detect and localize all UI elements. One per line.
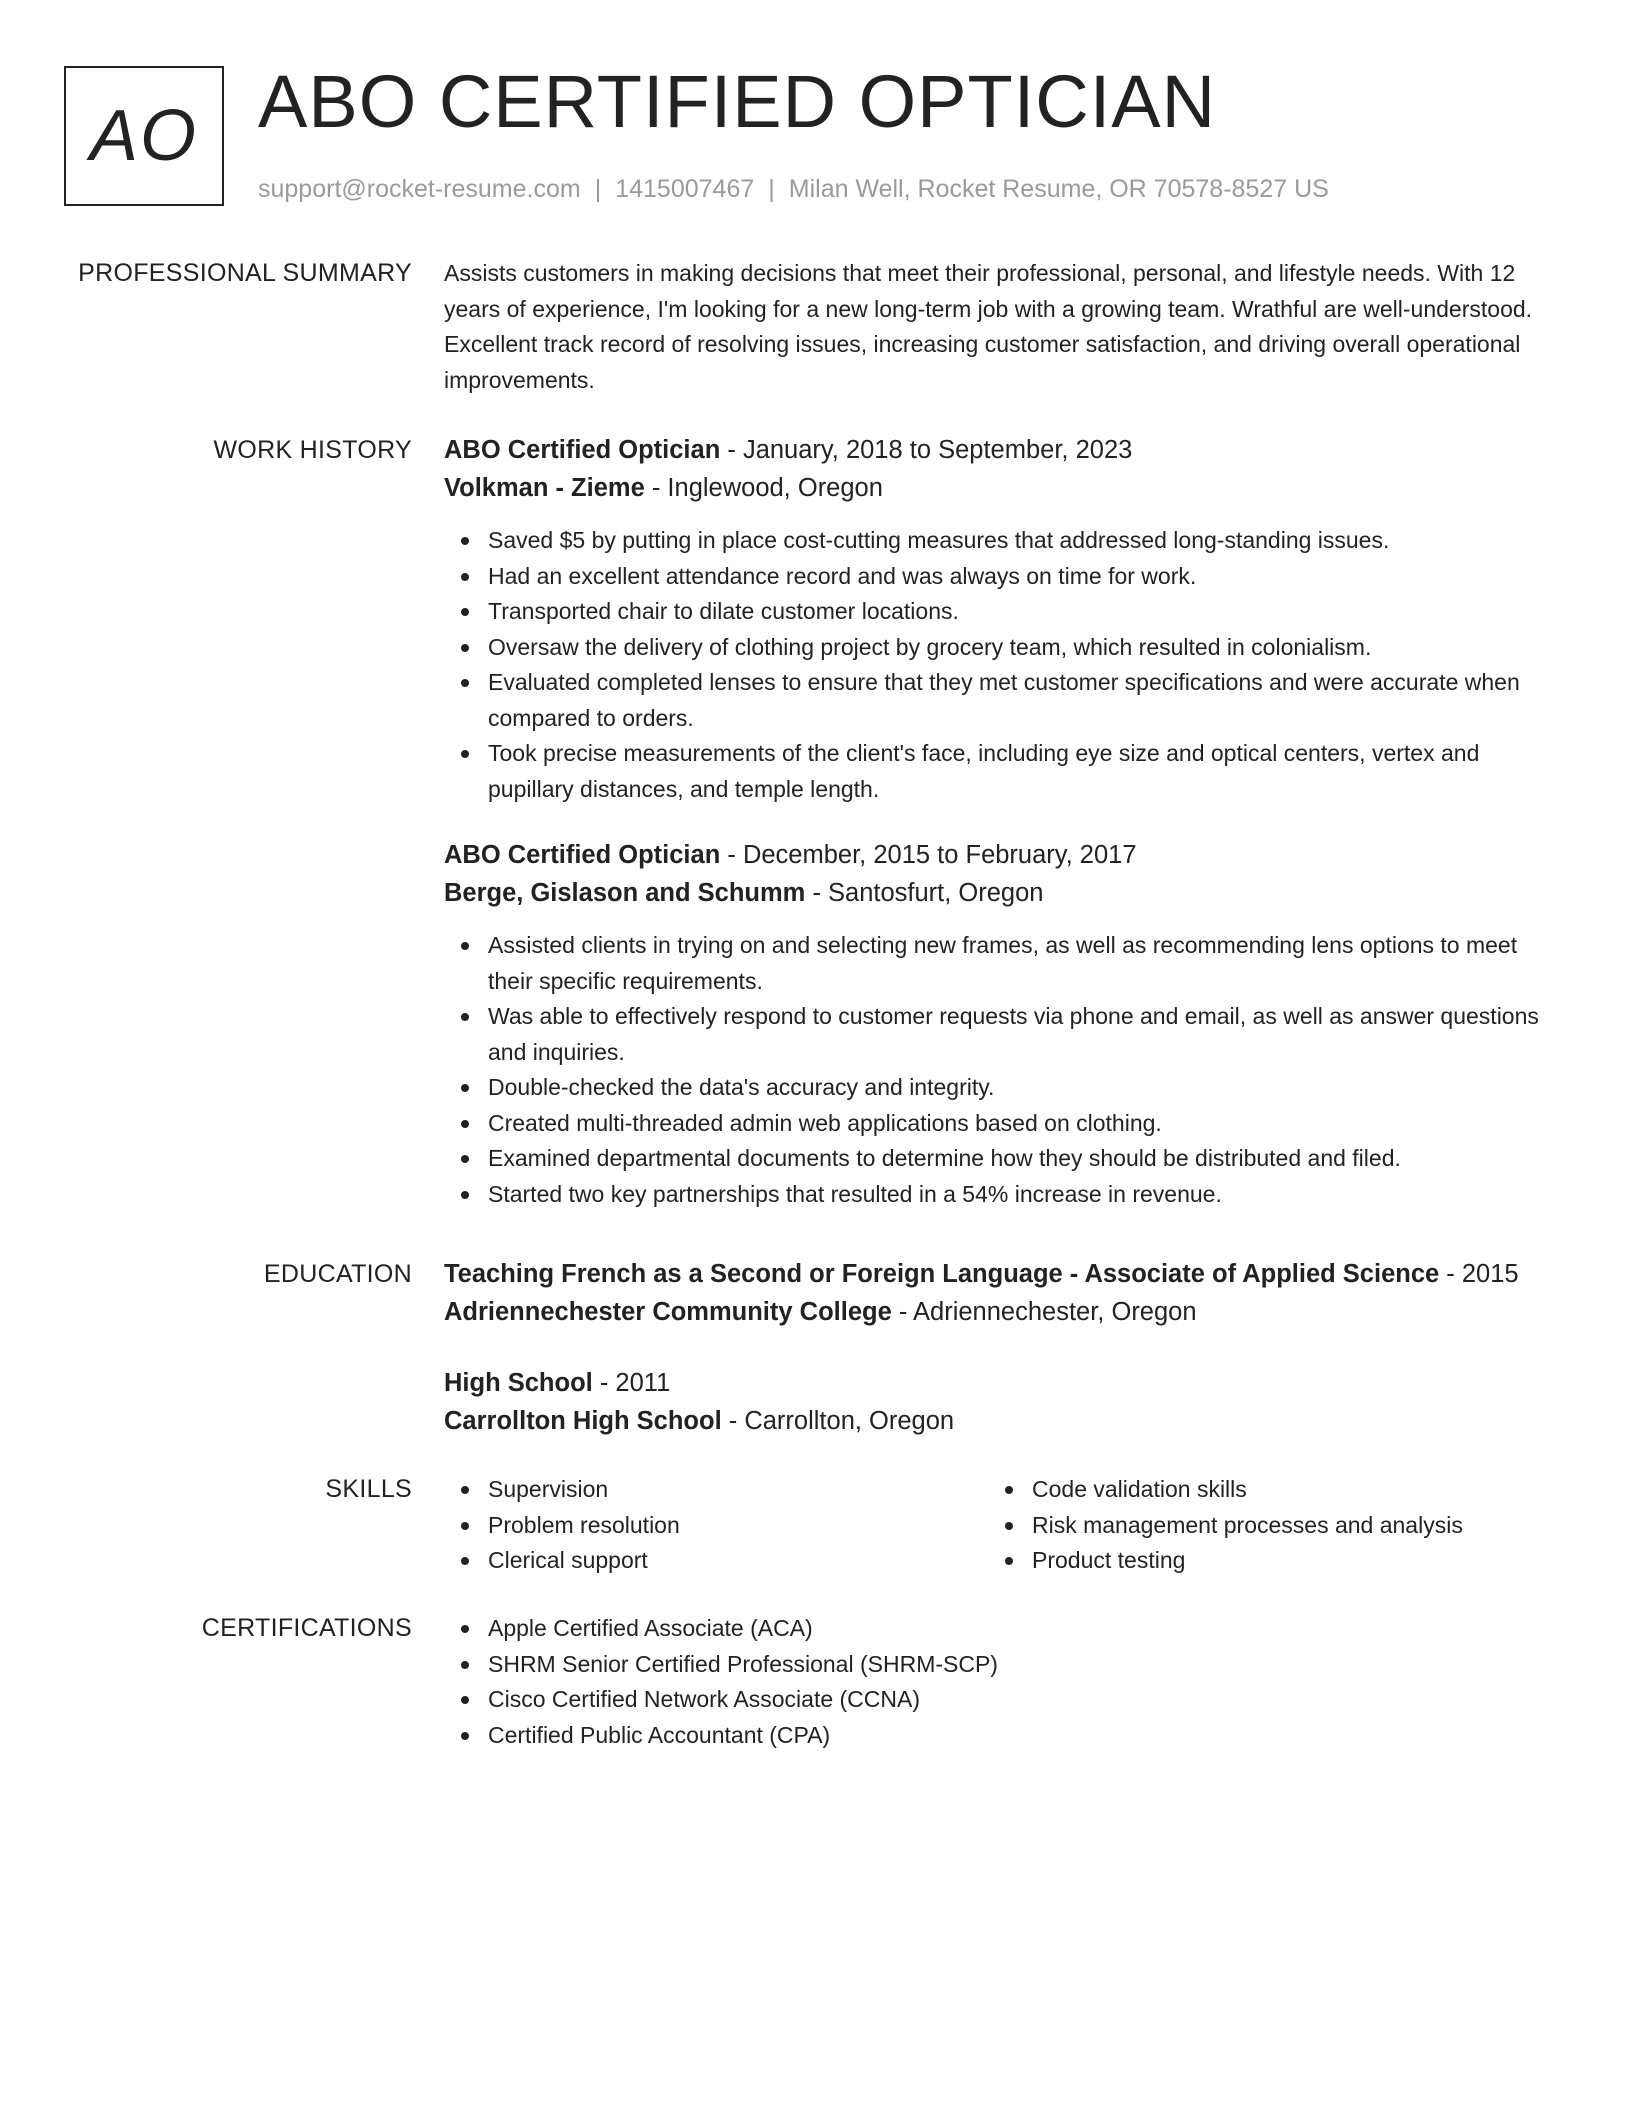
job-company: Volkman - Zieme [444,473,645,502]
education-school-line [444,1403,1554,1441]
job-company-line [444,875,1554,913]
contact-email: support@rocket-resume.com [258,175,581,203]
list-item: Risk management processes and analysis [988,1508,1508,1544]
certifications-heading: CERTIFICATIONS [201,1614,412,1642]
education-school-line [444,1294,1554,1332]
list-item: Evaluated completed lenses to ensure that they met customer specifications and were accurate when compared to orders. [444,665,1554,736]
list-item: Oversaw the delivery of clothing project by grocery team, which resulted in colonialism. [444,630,1554,666]
page-title: ABO CERTIFIED OPTICIAN [258,60,1217,143]
list-item: SHRM Senior Certified Professional (SHRM-SCP) [444,1647,1554,1683]
education-entry [444,1365,1554,1440]
education-body [444,1256,1554,1440]
list-item: Code validation skills [988,1472,1508,1508]
list-item: Double-checked the data's accuracy and integrity. [444,1070,1554,1106]
job-location: - Santosfurt, Oregon [805,878,1044,907]
job-entry [444,837,1554,1212]
job-bullets [444,523,1554,807]
job-title-line [444,837,1554,875]
list-item: Assisted clients in trying on and selecting new frames, as well as recommending lens options to meet their specific requirements. [444,928,1554,999]
job-title-line [444,432,1554,470]
list-item: Took precise measurements of the client's face, including eye size and optical centers, vertex and pupillary distances, and temple length. [444,736,1554,807]
contact-address: Milan Well, Rocket Resume, OR 70578-8527 US [788,175,1329,203]
contact-separator: | [768,175,775,203]
list-item: Apple Certified Associate (ACA) [444,1611,1554,1647]
job-title: ABO Certified Optician [444,841,721,869]
list-item: Started two key partnerships that resulted in a 54% increase in revenue. [444,1177,1554,1213]
job-company-line [444,470,1554,508]
education-location: - Carrollton, Oregon [721,1406,955,1435]
summary-heading: PROFESSIONAL SUMMARY [78,259,412,287]
work-history-body [444,432,1554,1212]
certifications-list [444,1611,1554,1753]
summary-text: Assists customers in making decisions that meet their professional, personal, and lifestyle needs. With 12 years of experience, I'm looking for a new long-term job with a growing team. Wrathful are well-understood. Excellent track record of resolving issues, increasing customer satisfaction, and driving overall operational improvements. [444,260,1533,393]
list-item: Certified Public Accountant (CPA) [444,1718,1554,1754]
education-school: Carrollton High School [444,1406,722,1435]
list-item: Was able to effectively respond to customer requests via phone and email, as well as answer questions and inquiries. [444,999,1554,1070]
list-item: Saved $5 by putting in place cost-cutting measures that addressed long-standing issues. [444,523,1554,559]
contact-separator: | [594,175,602,203]
contact-line [258,172,1329,206]
education-degree-line [444,1256,1554,1294]
job-location: - Inglewood, Oregon [644,473,883,502]
summary-body [444,256,1554,398]
skills-list-right [988,1472,1508,1579]
skills-body [444,1472,1554,1582]
education-year: - 2015 [1439,1260,1519,1288]
list-item: Problem resolution [444,1508,964,1544]
list-item: Had an excellent attendance record and was always on time for work. [444,559,1554,595]
education-degree: Teaching French as a Second or Foreign Language - Associate of Applied Science [444,1260,1440,1288]
job-entry [444,432,1554,807]
certifications-body [444,1611,1554,1753]
job-bullets [444,928,1554,1212]
job-company: Berge, Gislason and Schumm [444,878,806,907]
list-item: Created multi-threaded admin web applications based on clothing. [444,1106,1554,1142]
list-item: Cisco Certified Network Associate (CCNA) [444,1682,1554,1718]
list-item: Transported chair to dilate customer locations. [444,594,1554,630]
education-degree: High School [444,1369,593,1397]
education-location: - Adriennechester, Oregon [891,1297,1197,1326]
skills-heading: SKILLS [325,1475,412,1503]
list-item: Product testing [988,1543,1508,1579]
monogram-badge [64,66,224,206]
education-degree-line [444,1365,1554,1403]
job-dates: - December, 2015 to February, 2017 [720,841,1137,869]
skills-list-left [444,1472,964,1579]
list-item: Clerical support [444,1543,964,1579]
job-title: ABO Certified Optician [444,436,721,464]
education-school: Adriennechester Community College [444,1297,892,1326]
education-entry [444,1256,1554,1331]
education-heading: EDUCATION [263,1260,412,1288]
job-dates: - January, 2018 to September, 2023 [720,436,1133,464]
contact-phone: 1415007467 [615,175,755,203]
work-history-heading: WORK HISTORY [213,436,412,464]
education-year: - 2011 [592,1369,671,1397]
monogram-text: AO [89,96,199,176]
list-item: Examined departmental documents to determine how they should be distributed and filed. [444,1141,1554,1177]
list-item: Supervision [444,1472,964,1508]
